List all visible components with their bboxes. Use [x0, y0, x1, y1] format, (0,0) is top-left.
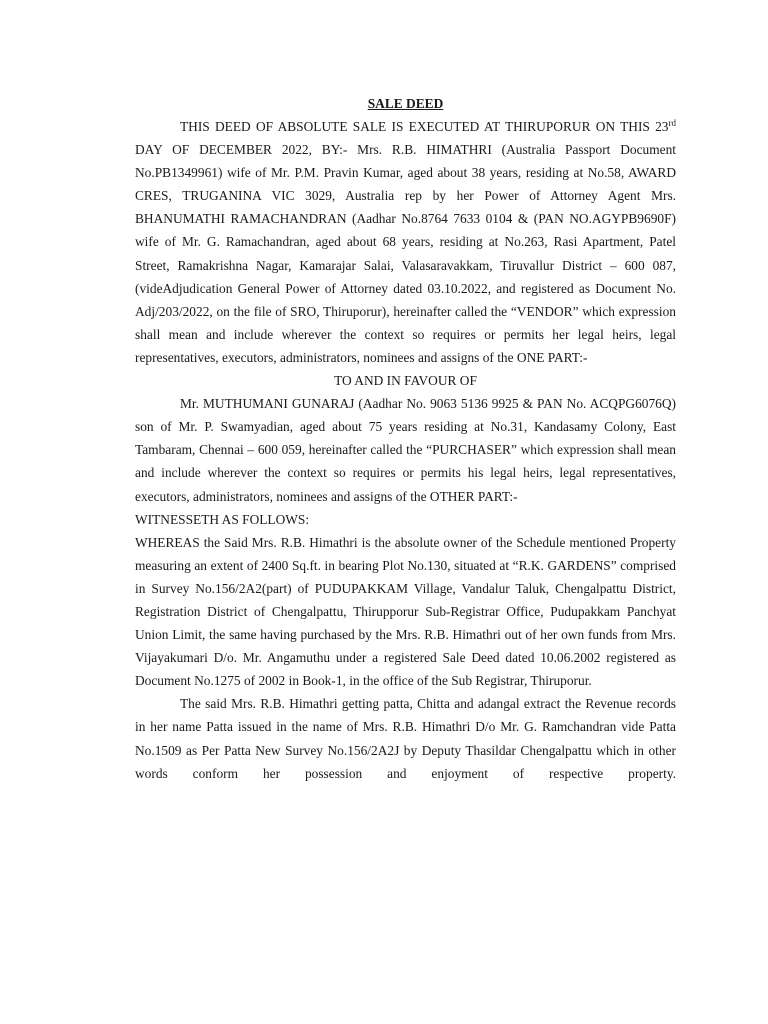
- opening-paragraph: [135, 115, 676, 369]
- witnesseth-heading: WITNESSETH AS FOLLOWS:: [135, 511, 310, 527]
- favour-heading: TO AND IN FAVOUR OF: [334, 373, 477, 389]
- patta-paragraph: The said Mrs. R.B. Himathri getting patta, Chitta and adangal extract the Revenue records in her name Patta issued in the name of Mrs. R.B. Himathri D/o Mr. G. Ramchandran vide Patta No.1509 as Per Patta New Survey No.156/2A2J by Deputy Thasildar Chengalpattu which in other words conform her possession and enjoyment of respective property.: [135, 696, 676, 781]
- document-title: SALE DEED: [367, 96, 444, 111]
- opening-text-start: THIS DEED OF ABSOLUTE SALE IS EXECUTED AT THIRUPORUR ON THIS 23: [180, 119, 669, 134]
- opening-text-rest: DAY OF DECEMBER 2022, BY:- Mrs. R.B. HIMATHRI (Australia Passport Document No.PB1349961) wife of Mr. P.M. Pravin Kumar, aged about 38 years, residing at No.58, AWARD CRES, TRUGANINA VIC 3029, Australia rep by her Power of Attorney Agent Mrs. BHANUMATHI RAMACHANDRAN (Aadhar No.8764 7633 0104 & (PAN NO.AGYPB9690F) wife of Mr. G. Ramachandran, aged about 68 years, residing at No.263, Rasi Apartment, Patel Street, Ramakrishna Nagar, Kamarajar Salai, Valasaravakkam, Tiruvallur District – 600 087, (videAdjudication General Power of Attorney dated 03.10.2022, and registered as Document No. Adj/203/2022, on the file of SRO, Thiruporur), hereinafter called the “VENDOR” which expression shall mean and include wherever the context so requires or permits her legal heirs, legal representatives, executors, administrators, nominees and assigns of the ONE PART:-: [135, 142, 676, 365]
- whereas-paragraph: WHEREAS the Said Mrs. R.B. Himathri is the absolute owner of the Schedule mentioned Property measuring an extent of 2400 Sq.ft. in bearing Plot No.130, situated at “R.K. GARDENS” comprised in Survey No.156/2A2(part) of PUDUPAKKAM Village, Vandalur Taluk, Chengalpattu District, Registration District of Chengalpattu, Thirupporur Sub-Registrar Office, Pudupakkam Panchyat Union Limit, the same having purchased by the Mrs. R.B. Himathri out of her own funds from Mrs. Vijayakumari D/o. Mr. Angamuthu under a registered Sale Deed dated 10.06.2002 registered as Document No.1275 of 2002 in Book-1, in the office of the Sub Registrar, Thiruporur.: [135, 534, 676, 689]
- document-body: [135, 93, 676, 785]
- purchaser-paragraph: Mr. MUTHUMANI GUNARAJ (Aadhar No. 9063 5136 9925 & PAN No. ACQPG6076Q) son of Mr. P. Swamyadian, aged about 75 years residing at No.31, Kandasamy Colony, East Tambaram, Chennai – 600 059, hereinafter called the “PURCHASER” which expression shall mean and include wherever the context so requires or permits his legal heirs, legal representatives, executors, administrators, nominees and assigns of the OTHER PART:-: [135, 396, 676, 504]
- ordinal-suffix: rd: [668, 118, 676, 128]
